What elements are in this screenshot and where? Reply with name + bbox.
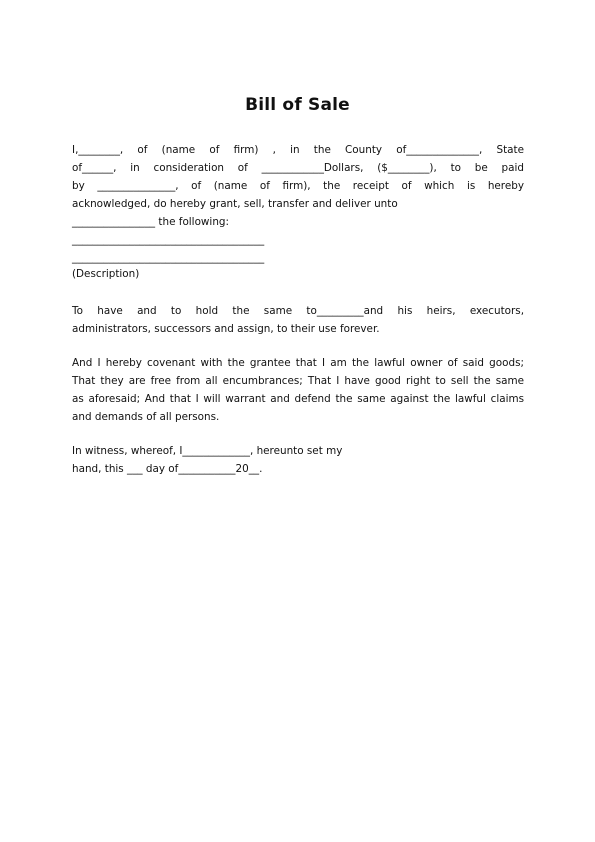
paragraph3-line2: That they are free from all encumbrances; That I have good right to sell the same	[72, 375, 524, 387]
paragraph2-line2: administrators, successors and assign, to their use forever.	[72, 323, 380, 335]
paragraph3-line4: and demands of all persons.	[72, 411, 220, 423]
paragraph4-line2: hand, this ___ day of___________20__.	[72, 463, 263, 475]
paragraph1-line1: I,________, of (name of firm) , in the County of______________, State	[72, 144, 524, 156]
paragraph1-line5: ________________ the following:	[72, 216, 229, 228]
paragraph1-line4: acknowledged, do hereby grant, sell, transfer and deliver unto	[72, 198, 398, 210]
paragraph2-line1: To have and to hold the same to_________and his heirs, executors,	[72, 305, 524, 317]
description-blank-line2: _____________________________________	[72, 252, 265, 264]
paragraph3-line1: And I hereby covenant with the grantee that I am the lawful owner of said goods;	[72, 357, 524, 369]
description-blank-line1: _____________________________________	[72, 234, 265, 246]
paragraph4-line1: In witness, whereof, I_____________, hereunto set my	[72, 445, 343, 457]
document-title: Bill of Sale	[245, 95, 350, 115]
paragraph1-line3: by _______________, of (name of firm), the receipt of which is hereby	[72, 180, 524, 192]
paragraph3-line3: as aforesaid; And that I will warrant and defend the same against the lawful claims	[72, 393, 524, 405]
description-label: (Description)	[72, 268, 140, 280]
paragraph1-line2: of______, in consideration of ____________Dollars, ($________), to be paid	[72, 162, 524, 174]
